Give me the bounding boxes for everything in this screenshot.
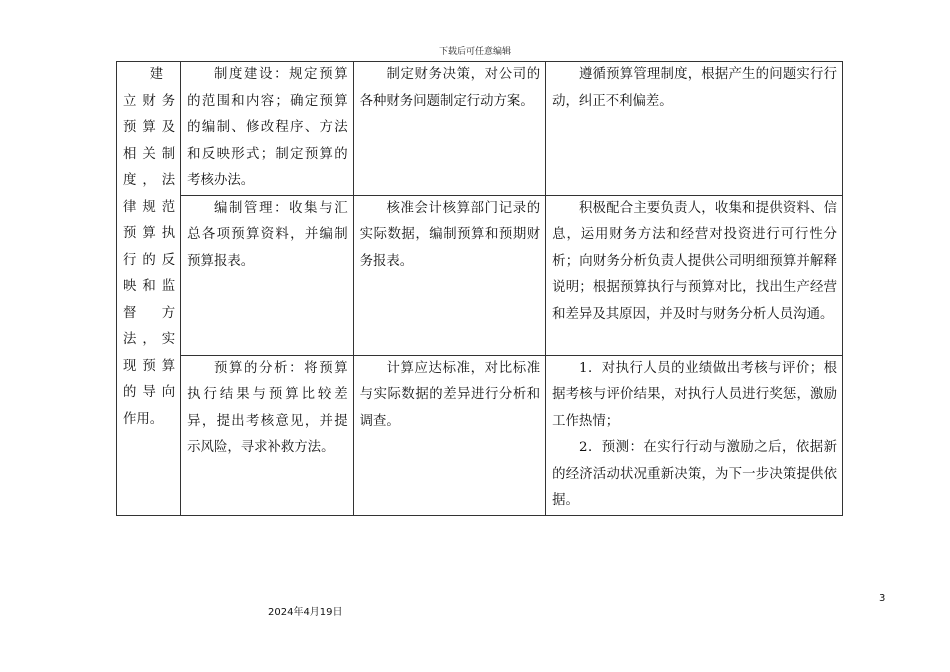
table-row	[117, 62, 843, 196]
page-header-note: 下载后可任意编辑	[438, 47, 511, 57]
page-number: 3	[879, 593, 886, 604]
table-cell-objective: 建立财务预算及相关制度，法律规范预算执行的反映和监督方法，实现预算的导向作用。	[117, 62, 181, 516]
table-cell: 预算的分析：将预算执行结果与预算比较差异，提出考核意见，并提示风险，寻求补救方法。	[181, 355, 353, 515]
budget-responsibility-table	[116, 61, 843, 516]
table-cell: 核准会计核算部门记录的实际数据，编制预算和预期财务报表。	[353, 195, 546, 355]
cell-paragraph: 遵循预算管理制度，根据产生的问题实行行动，纠正不利偏差。	[552, 67, 837, 109]
table-cell	[546, 355, 843, 515]
cell-paragraph: 1．对执行人员的业绩做出考核与评价；根据考核与评价结果，对执行人员进行奖惩，激励工作热情；	[552, 360, 837, 429]
table-cell: 计算应达标准，对比标准与实际数据的差异进行分析和调查。	[353, 355, 546, 515]
table-cell: 制定财务决策，对公司的各种财务问题制定行动方案。	[353, 62, 546, 196]
table-row	[117, 355, 843, 515]
cell-paragraph: 2．预测：在实行行动与激励之后，依据新的经济活动状况重新决策，为下一步决策提供依据。	[552, 440, 837, 508]
table-cell: 编制管理：收集与汇总各项预算资料，并编制预算报表。	[181, 195, 353, 355]
table-cell: 制度建设：规定预算的范围和内容；确定预算的编制、修改程序、方法和反映形式；制定预算的考核办法。	[181, 62, 353, 196]
table-cell	[546, 195, 843, 355]
cell-paragraph: 积极配合主要负责人，收集和提供资料、信息，运用财务方法和经营对投资进行可行性分析；向财务分析负责人提供公司明细预算并解释说明；根据预算执行与预算对比，找出生产经营和差异及其原因，并及时与财务分析人员沟通。	[552, 200, 837, 322]
table-row	[117, 195, 843, 355]
table-cell	[546, 62, 843, 196]
footer-date: 2024年4月19日	[268, 607, 343, 618]
